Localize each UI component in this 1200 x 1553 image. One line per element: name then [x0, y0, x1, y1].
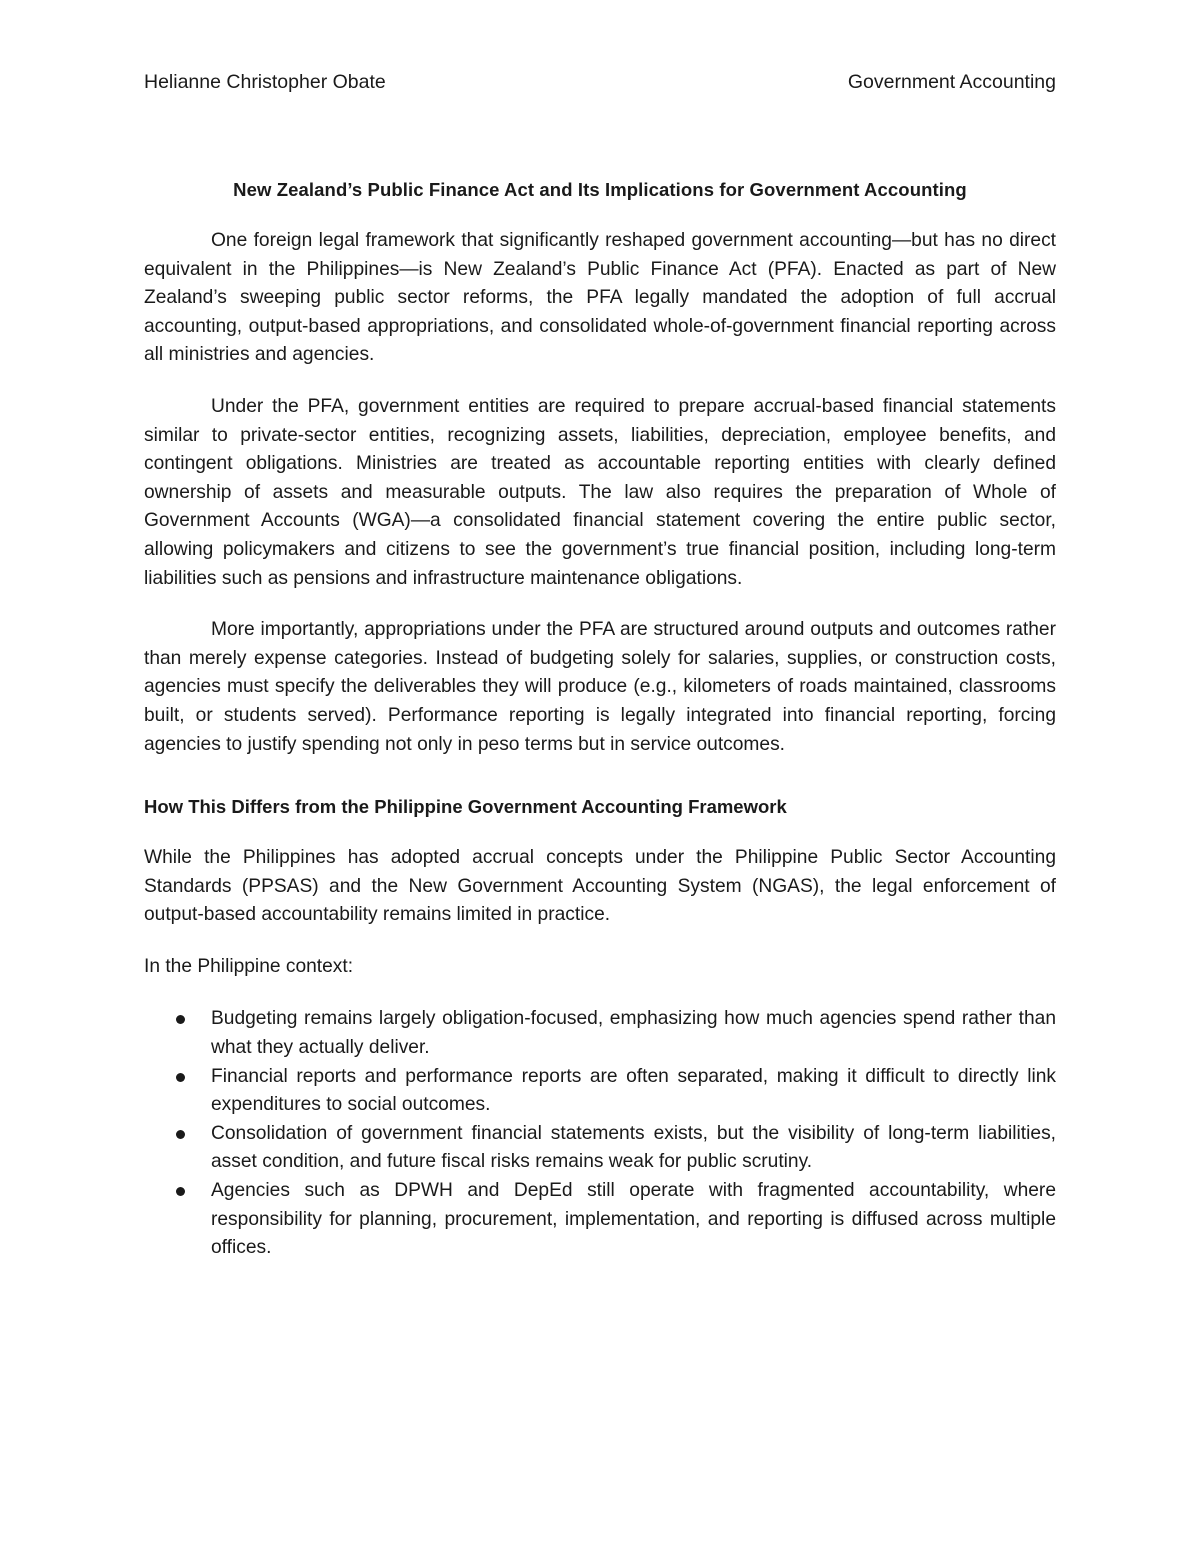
bullet-icon — [176, 1073, 185, 1082]
list-item — [144, 1120, 1056, 1177]
document-title: New Zealand’s Public Finance Act and Its Implications for Government Accounting — [233, 179, 967, 200]
list-item — [144, 1177, 1056, 1263]
header-course: Government Accounting — [847, 71, 1056, 93]
list-item-text: Consolidation of government financial statements exists, but the visibility of long-term liabilities, asset condition, and future fiscal risks remains weak for public scrutiny. — [211, 1122, 1056, 1173]
list-item-text: Agencies such as DPWH and DepEd still operate with fragmented accountability, where responsibility for planning, procurement, implementation, and reporting is diffused across multiple offices. — [211, 1180, 1056, 1259]
bullet-list — [144, 1005, 1056, 1262]
paragraph-3: More importantly, appropriations under the PFA are structured around outputs and outcomes rather than merely expense categories. Instead of budgeting solely for salaries, supplies, or construction costs, agencies must specify the deliverables they will produce (e.g., kilometers of roads maintained, classrooms built, or students served). Performance reporting is legally integrated into financial reporting, forcing agencies to justify spending not only in peso terms but in service outcomes. — [144, 619, 1056, 755]
list-item — [144, 1005, 1056, 1062]
list-item — [144, 1063, 1056, 1120]
bullet-icon — [176, 1187, 185, 1196]
bullet-icon — [176, 1015, 185, 1024]
paragraph-1: One foreign legal framework that significantly reshaped government accounting—but has no direct equivalent in the Philippines—is New Zealand’s Public Finance Act (PFA). Enacted as part of New Zealand’s sweeping public sector reforms, the PFA legally mandated the adoption of full accrual accounting, output-based appropriations, and consolidated whole-of-government financial reporting across all ministries and agencies. — [144, 230, 1056, 366]
context-label: In the Philippine context: — [144, 955, 354, 977]
list-item-text: Financial reports and performance reports are often separated, making it difficult to directly link expenditures to social outcomes. — [211, 1065, 1056, 1116]
header-author: Helianne Christopher Obate — [144, 71, 386, 93]
list-item-text: Budgeting remains largely obligation-focused, emphasizing how much agencies spend rather than what they actually deliver. — [211, 1008, 1056, 1059]
document-body — [144, 176, 1056, 1263]
section-intro: While the Philippines has adopted accrual concepts under the Philippine Public Sector Accounting Standards (PPSAS) and the New Government Accounting System (NGAS), the legal enforcement of output-based accountability remains limited in practice. — [144, 847, 1056, 926]
section-heading: How This Differs from the Philippine Government Accounting Framework — [144, 796, 787, 818]
paragraph-2: Under the PFA, government entities are required to prepare accrual-based financial statements similar to private-sector entities, recognizing assets, liabilities, depreciation, employee benefits, and contingent obligations. Ministries are treated as accountable reporting entities with clearly defined ownership of assets and measurable outputs. The law also requires the preparation of Whole of Government Accounts (WGA)—a consolidated financial statement covering the entire public sector, allowing policymakers and citizens to see the government’s true financial position, including long-term liabilities such as pensions and infrastructure maintenance obligations. — [144, 395, 1056, 589]
bullet-icon — [176, 1130, 185, 1139]
